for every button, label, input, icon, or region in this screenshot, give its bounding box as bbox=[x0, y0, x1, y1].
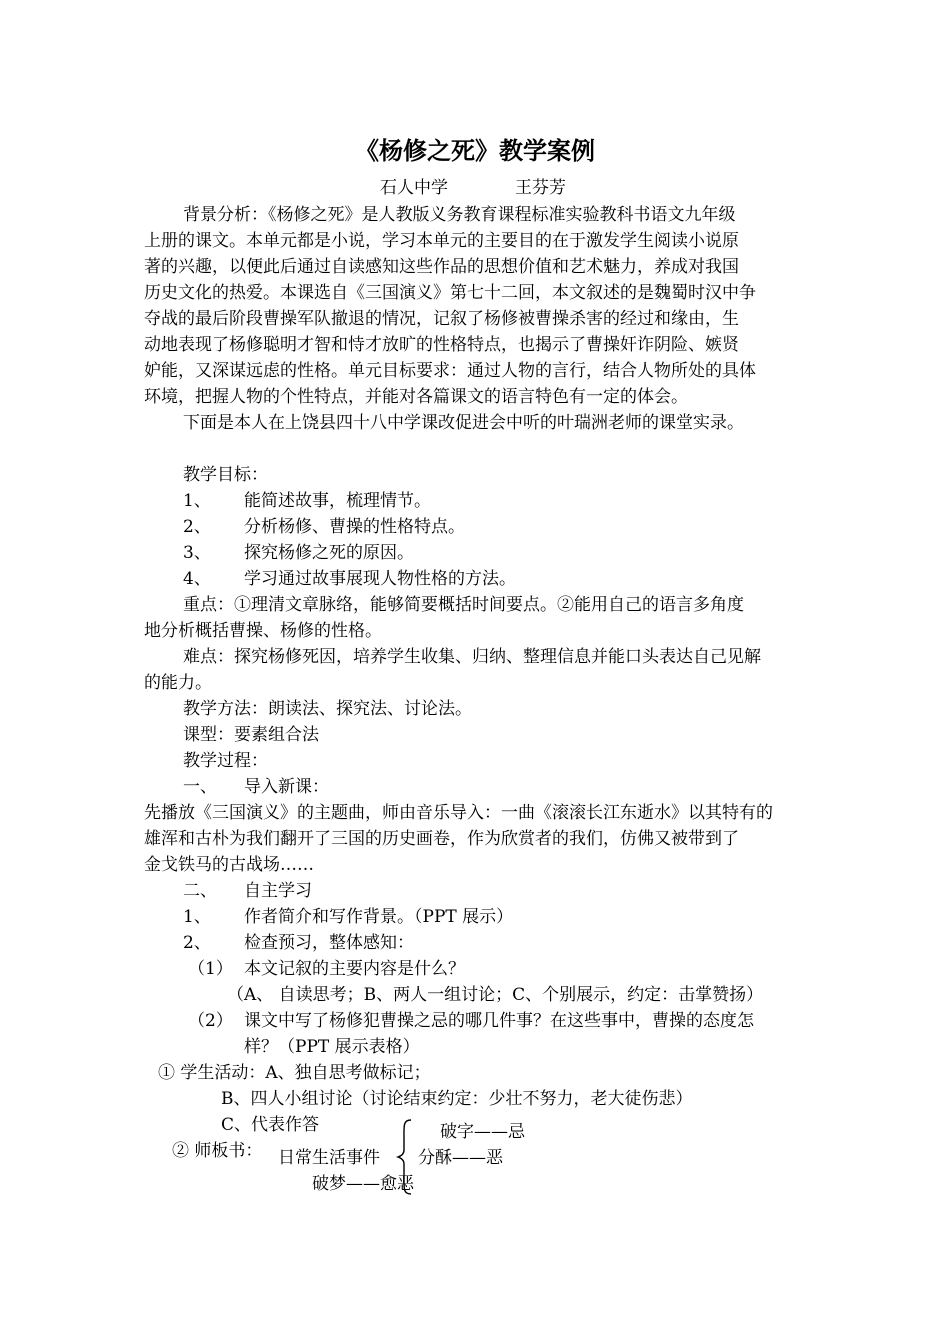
background-line: 历史文化的热爱。本课选自《三国演义》第七十二回，本文叙述的是魏蜀时汉中争 bbox=[144, 283, 756, 303]
board-label: 日常生活事件 bbox=[278, 1148, 380, 1168]
objective-text: 学习通过故事展现人物性格的方法。 bbox=[244, 569, 516, 589]
background-line: 动地表现了杨修聪明才智和恃才放旷的性格特点，也揭示了曹操奸诈阴险、嫉贤 bbox=[144, 335, 739, 355]
author-name: 王芬芳 bbox=[515, 178, 566, 198]
key-points: 地分析概括曹操、杨修的性格。 bbox=[144, 621, 382, 641]
difficulties: 的能力。 bbox=[144, 673, 212, 693]
teaching-methods: 教学方法：朗读法、探究法、讨论法。 bbox=[183, 699, 472, 719]
intro-note: 下面是本人在上饶县四十八中学课改促进会中听的叶瑞洲老师的课堂实录。 bbox=[183, 413, 744, 433]
section-number: 二、 bbox=[183, 881, 217, 901]
curly-brace bbox=[395, 1118, 413, 1196]
objective-text: 探究杨修之死的原因。 bbox=[244, 543, 414, 563]
student-activity: B、四人小组讨论（讨论结束约定：少壮不努力，老大徒伤悲） bbox=[221, 1089, 693, 1109]
intro-paragraph: 雄浑和古朴为我们翻开了三国的历史画卷，作为欣赏者的我们，仿佛又被带到了 bbox=[144, 829, 739, 849]
question-text: 课文中写了杨修犯曹操之忌的哪几件事？在这些事中，曹操的态度怎 bbox=[244, 1011, 754, 1031]
process-heading: 教学过程： bbox=[183, 751, 268, 771]
background-line: 妒能，又深谋远虑的性格。单元目标要求：通过人物的言行，结合人物所处的具体 bbox=[144, 361, 756, 381]
question-text: 样？（PPT 展示表格） bbox=[244, 1037, 420, 1057]
section-title: 导入新课： bbox=[244, 777, 329, 797]
lesson-type: 课型：要素组合法 bbox=[183, 725, 319, 745]
objective-text: 分析杨修、曹操的性格特点。 bbox=[244, 517, 465, 537]
background-line: 上册的课文。本单元都是小说，学习本单元的主要目的在于激发学生阅读小说原 bbox=[144, 231, 739, 251]
step-number: 2、 bbox=[183, 933, 211, 953]
student-activity: C、代表作答 bbox=[221, 1115, 320, 1135]
intro-paragraph: 先播放《三国演义》的主题曲，师由音乐导入：一曲《滚滚长江东逝水》以其特有的 bbox=[144, 803, 773, 823]
difficulties: 难点：探究杨修死因，培养学生收集、归纳、整理信息并能口头表达自己见解 bbox=[183, 647, 761, 667]
objective-text: 能简述故事，梳理情节。 bbox=[244, 491, 431, 511]
background-line: 背景分析：《杨修之死》是人教版义务教育课程标准实验教科书语文九年级 bbox=[183, 205, 736, 225]
objective-number: 2、 bbox=[183, 517, 211, 537]
question-note: （A、 自读思考；B、两人一组讨论；C、个别展示，约定：击掌赞扬） bbox=[227, 985, 764, 1005]
objective-number: 1、 bbox=[183, 491, 211, 511]
board-item: 破梦——愈恶 bbox=[312, 1174, 414, 1194]
objectives-heading: 教学目标： bbox=[183, 465, 268, 485]
section-title: 自主学习 bbox=[244, 881, 312, 901]
board-heading: ② 师板书： bbox=[172, 1141, 263, 1161]
student-activity: ① 学生活动：A、独自思考做标记； bbox=[158, 1063, 431, 1083]
step-text: 作者简介和写作背景。（PPT 展示） bbox=[244, 907, 514, 927]
board-item: 破字——忌 bbox=[440, 1122, 525, 1142]
step-text: 检查预习，整体感知： bbox=[244, 933, 414, 953]
objective-number: 3、 bbox=[183, 543, 211, 563]
key-points: 重点：①理清文章脉络，能够简要概括时间要点。②能用自己的语言多角度 bbox=[183, 595, 744, 615]
school-name: 石人中学 bbox=[380, 178, 448, 198]
step-number: 1、 bbox=[183, 907, 211, 927]
background-line: 夺战的最后阶段曹操军队撤退的情况，记叙了杨修被曹操杀害的经过和缘由，生 bbox=[144, 309, 739, 329]
background-line: 环境，把握人物的个性特点，并能对各篇课文的语言特色有一定的体会。 bbox=[144, 387, 688, 407]
question-number: （2） bbox=[188, 1011, 233, 1031]
question-text: 本文记叙的主要内容是什么？ bbox=[244, 959, 465, 979]
document-title: 《杨修之死》教学案例 bbox=[355, 137, 595, 165]
section-number: 一、 bbox=[183, 777, 217, 797]
board-item: 分酥——恶 bbox=[418, 1148, 503, 1168]
intro-paragraph: 金戈铁马的古战场…… bbox=[144, 855, 314, 875]
background-line: 著的兴趣，以便此后通过自读感知这些作品的思想价值和艺术魅力，养成对我国 bbox=[144, 257, 739, 277]
question-number: （1） bbox=[188, 959, 233, 979]
objective-number: 4、 bbox=[183, 569, 211, 589]
